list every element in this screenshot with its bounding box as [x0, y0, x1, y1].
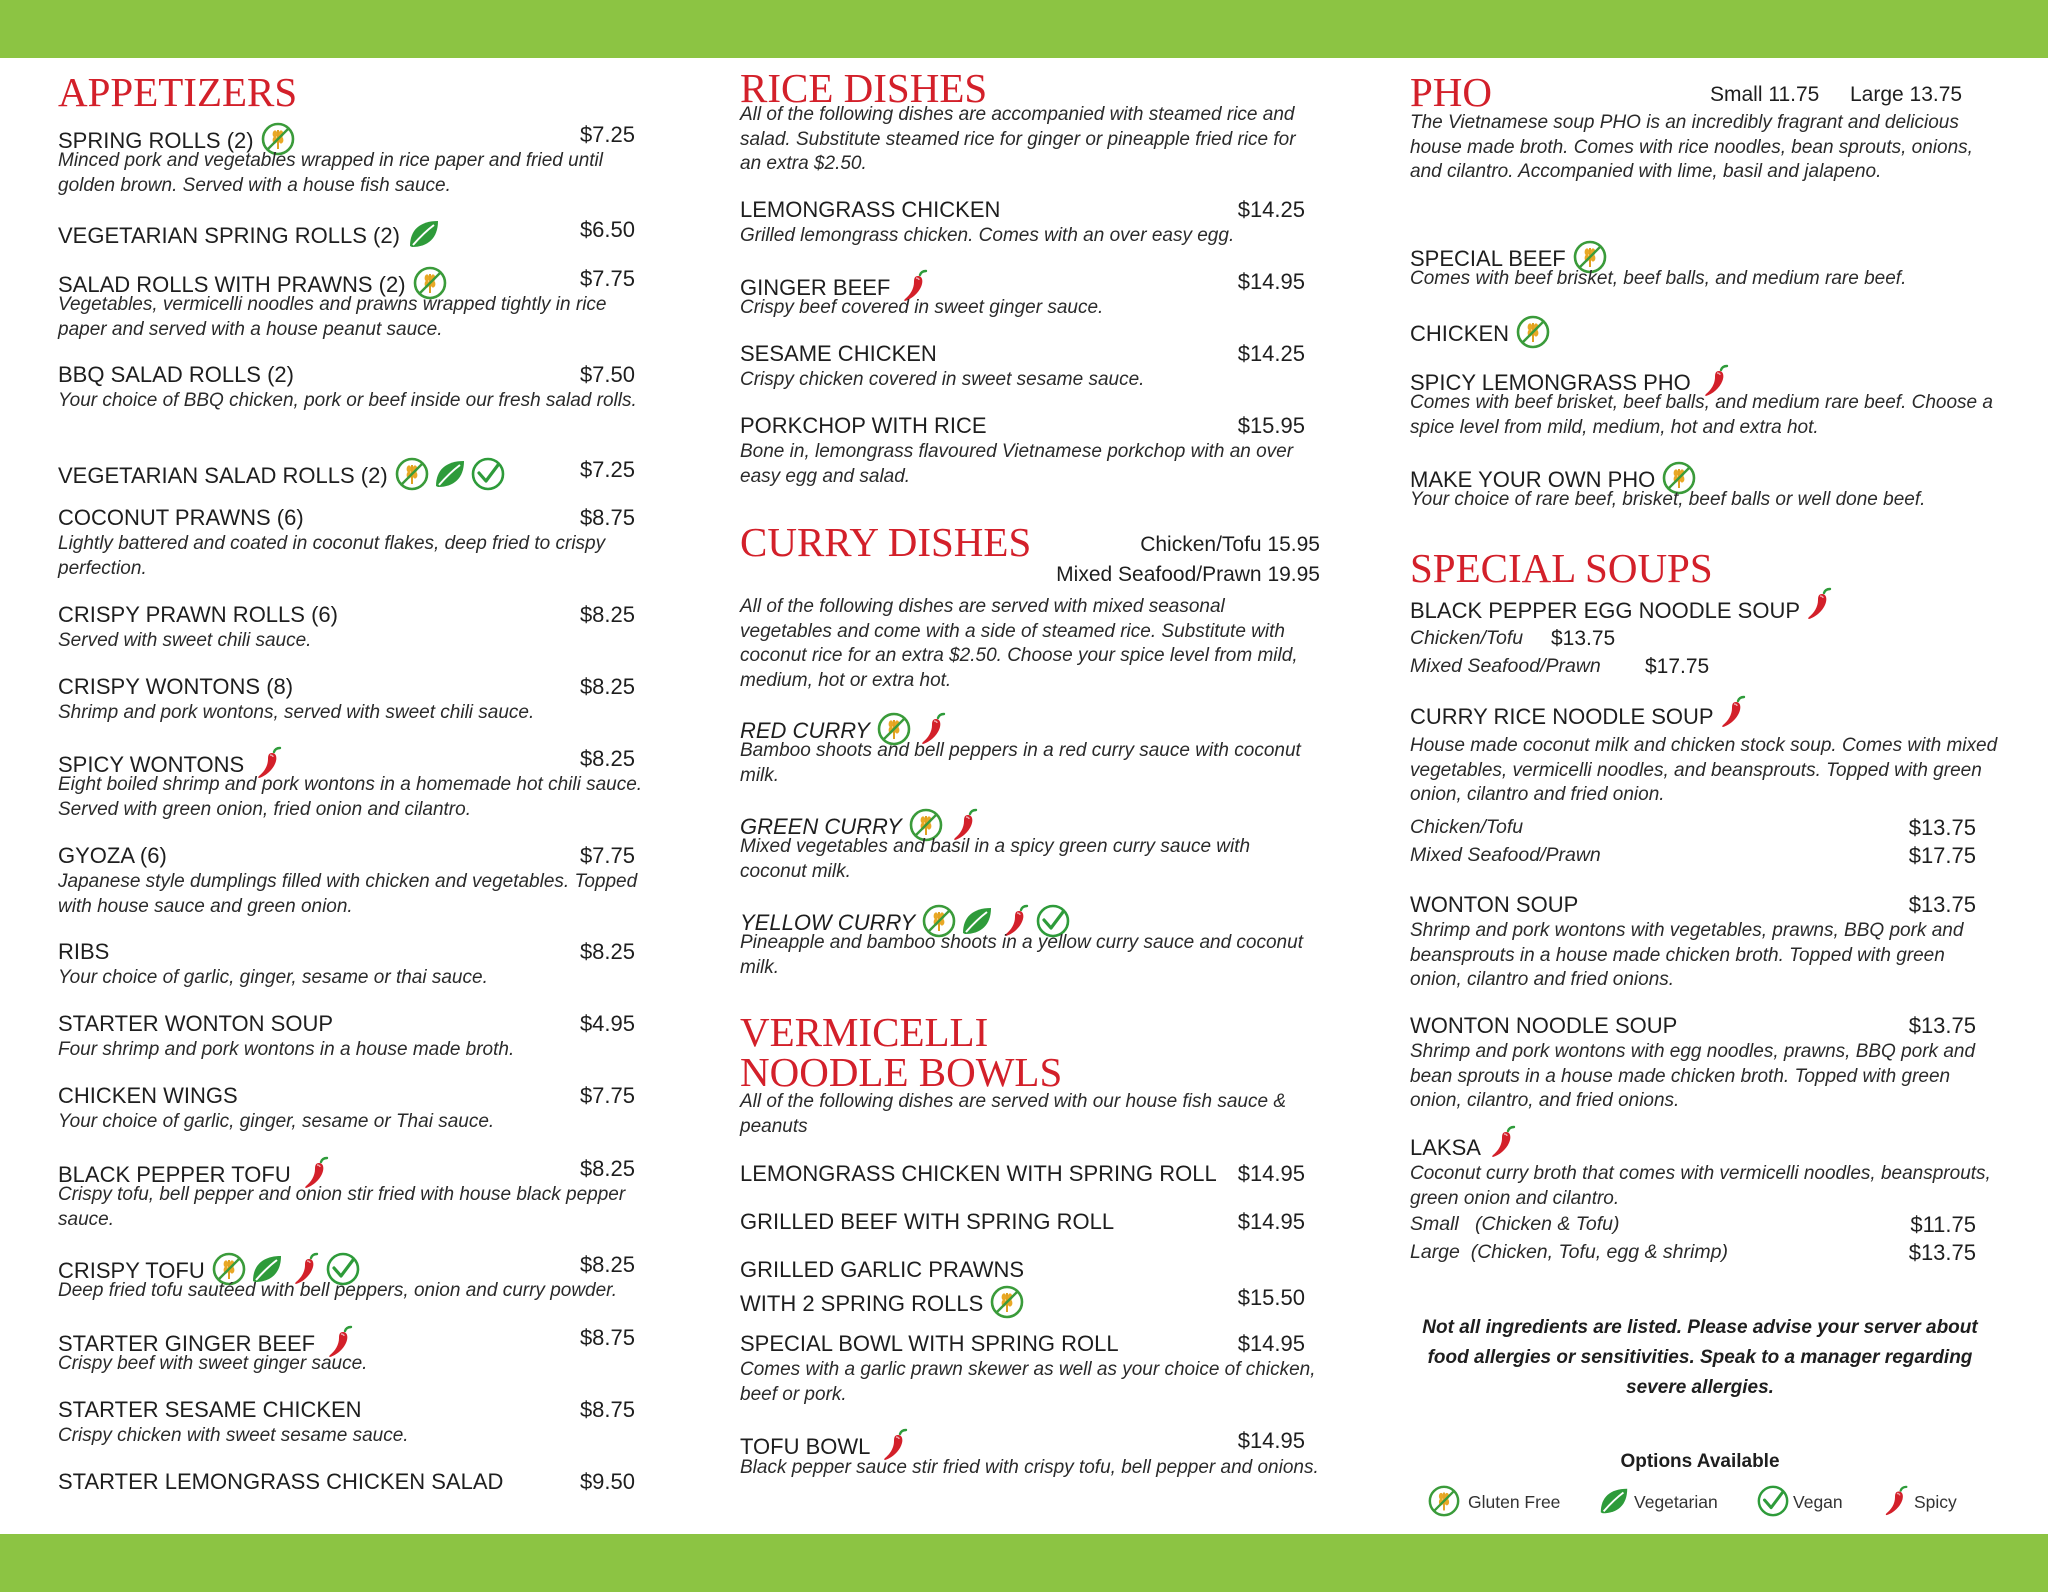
vermicelli-title-line1: VERMICELLI: [740, 1009, 989, 1055]
item-name: [58, 507, 304, 529]
item-price: $14.95: [1237, 269, 1305, 294]
item-name-text: WONTON SOUP: [1410, 892, 1579, 917]
vegan-icon: [1756, 1484, 1790, 1518]
item-name-text: SPECIAL BOWL WITH SPRING ROLL: [740, 1331, 1119, 1356]
spicy-icon: [1800, 586, 1836, 622]
vegan-icon: [470, 456, 506, 492]
item-name-text: STARTER LEMONGRASS CHICKEN SALAD: [58, 1469, 504, 1494]
item-name: [58, 219, 442, 255]
item-name: [1410, 706, 1714, 728]
pho-title: PHO: [1410, 69, 1493, 115]
item-description: Grilled lemongrass chicken. Comes with an over easy egg.: [740, 225, 1235, 246]
item-price: $7.75: [579, 266, 635, 291]
item-price: $14.95: [1237, 1331, 1305, 1356]
item-price: $17.75: [1908, 843, 1976, 868]
legend-label: Spicy: [1914, 1492, 1957, 1512]
item-description: Your choice of garlic, ginger, sesame or Thai sauce.: [58, 1111, 495, 1132]
item-price: $8.25: [579, 939, 635, 964]
item-name-text: RED CURRY: [740, 717, 870, 743]
option-label: Chicken/Tofu: [1410, 627, 1524, 649]
item-name: [58, 1399, 362, 1421]
item-price: $4.95: [579, 1011, 635, 1036]
item-description: Japanese style dumplings filled with chicken and vegetables. Topped with house sauce and green onion.: [58, 871, 638, 917]
item-name: [740, 343, 937, 365]
item-name-text: BBQ SALAD ROLLS (2): [58, 362, 294, 387]
item-name: [740, 1287, 1025, 1323]
item-name: [740, 415, 987, 437]
item-price: $7.25: [579, 457, 635, 482]
item-name-text: BLACK PEPPER TOFU: [58, 1161, 291, 1187]
item-price: $13.75: [1908, 892, 1976, 917]
item-description: All of the following dishes are accompanied with steamed rice and salad. Substitute steamed rice for ginger or pineapple fried rice for an extra $2.50.: [740, 104, 1296, 174]
item-price: $14.25: [1237, 197, 1305, 222]
item-name-text: LEMONGRASS CHICKEN: [740, 197, 1001, 222]
gluten-free-icon: [1515, 314, 1551, 350]
item-description: Shrimp and pork wontons, served with sweet chili sauce.: [58, 702, 535, 723]
item-description: Coconut curry broth that comes with vermicelli noodles, beansprouts, green onion and cilantro.: [1410, 1163, 1991, 1209]
option-label: Mixed Seafood/Prawn: [1410, 844, 1601, 866]
item-description: Crispy beef covered in sweet ginger sauce.: [740, 297, 1104, 318]
item-price: $7.75: [579, 1083, 635, 1108]
item-name-text: SPICY WONTONS: [58, 751, 245, 777]
item-name-text: GRILLED GARLIC PRAWNS: [740, 1257, 1025, 1282]
item-description: Eight boiled shrimp and pork wontons in a homemade hot chili sauce. Served with green onion, fried onion and cilantro.: [58, 774, 643, 820]
item-description: Vegetables, vermicelli noodles and prawns wrapped tightly in rice paper and served with a house peanut sauce.: [58, 294, 607, 340]
item-description: Your choice of garlic, ginger, sesame or thai sauce.: [58, 967, 488, 988]
item-price: $8.25: [579, 746, 635, 771]
item-name-text: RIBS: [58, 939, 110, 964]
item-description: Your choice of rare beef, brisket, beef balls or well done beef.: [1410, 489, 1926, 510]
item-name-text: SPRING ROLLS (2): [58, 127, 254, 153]
item-price: $14.25: [1237, 341, 1305, 366]
appetizers-title: APPETIZERS: [58, 69, 298, 115]
item-name-text: WITH 2 SPRING ROLLS: [740, 1290, 984, 1316]
item-description: Crispy chicken covered in sweet sesame sauce.: [740, 369, 1145, 390]
item-name: [740, 1259, 1024, 1281]
item-description: Bone in, lemongrass flavoured Vietnamese porkchop with an over easy egg and salad.: [740, 441, 1294, 487]
item-name-text: LAKSA: [1410, 1135, 1481, 1160]
item-name-text: PORKCHOP WITH RICE: [740, 413, 987, 438]
item-name-text: CRISPY PRAWN ROLLS (6): [58, 602, 338, 627]
item-price: $6.50: [579, 217, 635, 242]
item-description: Your choice of BBQ chicken, pork or beef inside our fresh salad rolls.: [58, 390, 637, 411]
item-name-text: COCONUT PRAWNS (6): [58, 505, 304, 530]
item-name-text: VEGETARIAN SALAD ROLLS (2): [58, 462, 388, 488]
curry-price-seafood-prawn: Mixed Seafood/Prawn 19.95: [1056, 563, 1320, 586]
item-name-text: TOFU BOWL: [740, 1433, 871, 1459]
item-name-text: CRISPY TOFU: [58, 1257, 205, 1283]
item-description: All of the following dishes are served with mixed seasonal vegetables and come with a side of steamed rice. Substitute with coconut rice for an extra $2.50. Choose your spice level from mild, medium, hot or extra hot.: [740, 596, 1298, 691]
options-title: Options Available: [1620, 1451, 1780, 1472]
item-description: Comes with beef brisket, beef balls, and medium rare beef.: [1410, 268, 1907, 289]
legend-label: Gluten Free: [1468, 1492, 1561, 1512]
item-icons: [1515, 314, 1551, 350]
legend-label: Vegan: [1793, 1492, 1843, 1512]
item-description: Crispy beef with sweet ginger sauce.: [58, 1353, 368, 1374]
item-description: Bamboo shoots and bell peppers in a red curry sauce with coconut milk.: [740, 740, 1301, 786]
spicy-icon: [1484, 1124, 1520, 1160]
item-name: [740, 1211, 1114, 1233]
item-price: $14.95: [1237, 1428, 1305, 1453]
item-description: Comes with beef brisket, beef balls, and medium rare beef. Choose a spice level from mild, medium, hot and extra hot.: [1410, 392, 1993, 438]
item-description: Served with sweet chili sauce.: [58, 630, 312, 651]
item-description: Comes with a garlic prawn skewer as well as your choice of chicken, beef or pork.: [740, 1359, 1316, 1405]
item-price: $7.75: [579, 843, 635, 868]
item-name-text: STARTER GINGER BEEF: [58, 1330, 316, 1356]
item-description: Crispy chicken with sweet sesame sauce.: [58, 1425, 409, 1446]
item-price: $14.95: [1237, 1209, 1305, 1234]
option-label: Mixed Seafood/Prawn: [1410, 655, 1601, 677]
item-name: [58, 604, 338, 626]
item-price: $8.25: [579, 1156, 635, 1181]
legend-label: Vegetarian: [1634, 1492, 1718, 1512]
item-name: [58, 1013, 333, 1035]
item-price: $8.25: [579, 602, 635, 627]
item-name: [58, 364, 294, 386]
item-name-text: SALAD ROLLS WITH PRAWNS (2): [58, 271, 406, 297]
item-name-text: CURRY RICE NOODLE SOUP: [1410, 704, 1714, 729]
item-price: $9.50: [579, 1469, 635, 1494]
option-label: Chicken/Tofu: [1410, 816, 1524, 838]
item-description: Mixed vegetables and basil in a spicy green curry sauce with coconut milk.: [740, 836, 1251, 882]
item-icons: [406, 216, 442, 252]
item-price: $13.75: [1908, 1240, 1976, 1265]
item-price: $8.75: [579, 1325, 635, 1350]
special-soups-title: SPECIAL SOUPS: [1410, 545, 1713, 591]
bottom-green-band: [0, 1534, 2048, 1592]
item-name: [58, 845, 167, 867]
pho-price-small: Small 11.75: [1710, 83, 1820, 106]
allergy-note: Not all ingredients are listed. Please advise your server about food allergies or sensitivities. Speak to a manager regarding severe allergies.: [1422, 1317, 1978, 1398]
item-price: $11.75: [1910, 1212, 1976, 1237]
option-label: Large (Chicken, Tofu, egg & shrimp): [1410, 1241, 1728, 1263]
item-name: [58, 941, 109, 963]
item-name-text: GYOZA (6): [58, 843, 167, 868]
item-name: [1410, 894, 1578, 916]
option-price: $17.75: [1645, 655, 1710, 678]
item-name: [740, 199, 1000, 221]
rice-dishes-title: RICE DISHES: [740, 65, 988, 111]
item-price: $7.25: [579, 122, 635, 147]
item-price: $14.95: [1237, 1161, 1305, 1186]
item-name-text: CHICKEN WINGS: [58, 1083, 238, 1108]
item-name: [58, 1085, 238, 1107]
item-price: $8.75: [579, 1397, 635, 1422]
item-name: [740, 1333, 1119, 1355]
option-price: $13.75: [1551, 627, 1616, 650]
item-description: Crispy tofu, bell pepper and onion stir fried with house black pepper sauce.: [58, 1184, 626, 1230]
item-name-text: VEGETARIAN SPRING ROLLS (2): [58, 222, 400, 248]
item-price: $15.95: [1237, 413, 1305, 438]
gluten-free-icon: [989, 1284, 1025, 1320]
spicy-icon: [1714, 694, 1750, 730]
vegetarian-icon: [406, 216, 442, 252]
item-description: The Vietnamese soup PHO is an incredibly fragrant and delicious house made broth. Comes with rice noodles, bean sprouts, onions, and cilantro. Accompanied with lime, basil and jalapeno.: [1410, 112, 1973, 182]
item-name: [58, 676, 293, 698]
vegetarian-icon: [1597, 1484, 1631, 1518]
item-description: Lightly battered and coated in coconut flakes, deep fried to crispy perfection.: [58, 533, 606, 579]
item-name-text: CRISPY WONTONS (8): [58, 674, 294, 699]
item-price: $8.75: [579, 505, 635, 530]
item-name: [1410, 600, 1800, 622]
item-description: All of the following dishes are served with our house fish sauce & peanuts: [740, 1091, 1287, 1137]
top-green-band: [0, 0, 2048, 58]
item-description: Shrimp and pork wontons with vegetables, prawns, BBQ pork and beansprouts in a house made chicken broth. Topped with green onion, cilantro and fried onions.: [1410, 920, 1964, 990]
item-name: [58, 459, 506, 495]
gluten-free-icon: [394, 456, 430, 492]
item-description: House made coconut milk and chicken stock soup. Comes with mixed vegetables, vermicelli noodles, and beansprouts. Topped with green onion, cilantro and fried onion.: [1410, 735, 1998, 805]
curry-dishes-title: CURRY DISHES: [740, 519, 1032, 565]
item-price: $13.75: [1908, 815, 1976, 840]
item-price: $8.25: [579, 1252, 635, 1277]
spicy-icon: [1878, 1484, 1912, 1518]
item-name-text: SPICY LEMONGRASS PHO: [1410, 369, 1691, 395]
vermicelli-title-line2: NOODLE BOWLS: [740, 1049, 1063, 1095]
item-description: Shrimp and pork wontons with egg noodles, prawns, BBQ pork and bean sprouts in a house made chicken broth. Topped with green onion, cilantro, and fried onions.: [1410, 1041, 1976, 1111]
vegetarian-icon: [432, 456, 468, 492]
pho-price-large: Large 13.75: [1850, 83, 1963, 106]
item-price: $15.50: [1237, 1285, 1305, 1310]
item-name: [1410, 1015, 1677, 1037]
item-name-text: YELLOW CURRY: [740, 909, 916, 935]
item-name-text: STARTER SESAME CHICKEN: [58, 1397, 362, 1422]
item-description: Deep fried tofu sautéed with bell peppers, onion and curry powder.: [58, 1280, 618, 1301]
item-name: [740, 1163, 1217, 1185]
item-name-text: STARTER WONTON SOUP: [58, 1011, 334, 1036]
item-name-text: WONTON NOODLE SOUP: [1410, 1013, 1678, 1038]
item-name-text: SESAME CHICKEN: [740, 341, 937, 366]
option-label: Small (Chicken & Tofu): [1410, 1213, 1620, 1235]
item-price: $7.50: [579, 362, 635, 387]
item-description: Minced pork and vegetables wrapped in rice paper and fried until golden brown. Served with a house fish sauce.: [58, 150, 603, 196]
item-price: $8.25: [579, 674, 635, 699]
item-name-text: MAKE YOUR OWN PHO: [1410, 466, 1656, 492]
item-description: Pineapple and bamboo shoots in a yellow curry sauce and coconut milk.: [740, 932, 1303, 978]
item-icons: [989, 1284, 1025, 1320]
item-icons: [394, 456, 506, 492]
item-name: [1410, 317, 1551, 353]
item-name-text: GINGER BEEF: [740, 274, 891, 300]
item-name-text: SPECIAL BEEF: [1410, 245, 1566, 271]
item-name-text: CHICKEN: [1410, 320, 1510, 346]
item-price: $13.75: [1908, 1013, 1976, 1038]
item-name-text: GREEN CURRY: [740, 813, 902, 839]
item-name-text: LEMONGRASS CHICKEN WITH SPRING ROLL: [740, 1161, 1217, 1186]
item-name: [1410, 1137, 1481, 1159]
item-name-text: GRILLED BEEF WITH SPRING ROLL: [740, 1209, 1115, 1234]
item-description: Four shrimp and pork wontons in a house made broth.: [58, 1039, 515, 1060]
item-name-text: BLACK PEPPER EGG NOODLE SOUP: [1410, 598, 1801, 623]
gluten-free-icon: [1427, 1484, 1461, 1518]
item-description: Black pepper sauce stir fried with crispy tofu, bell pepper and onions.: [740, 1457, 1319, 1478]
item-name: [58, 1471, 503, 1493]
curry-price-chicken-tofu: Chicken/Tofu 15.95: [1140, 533, 1320, 556]
